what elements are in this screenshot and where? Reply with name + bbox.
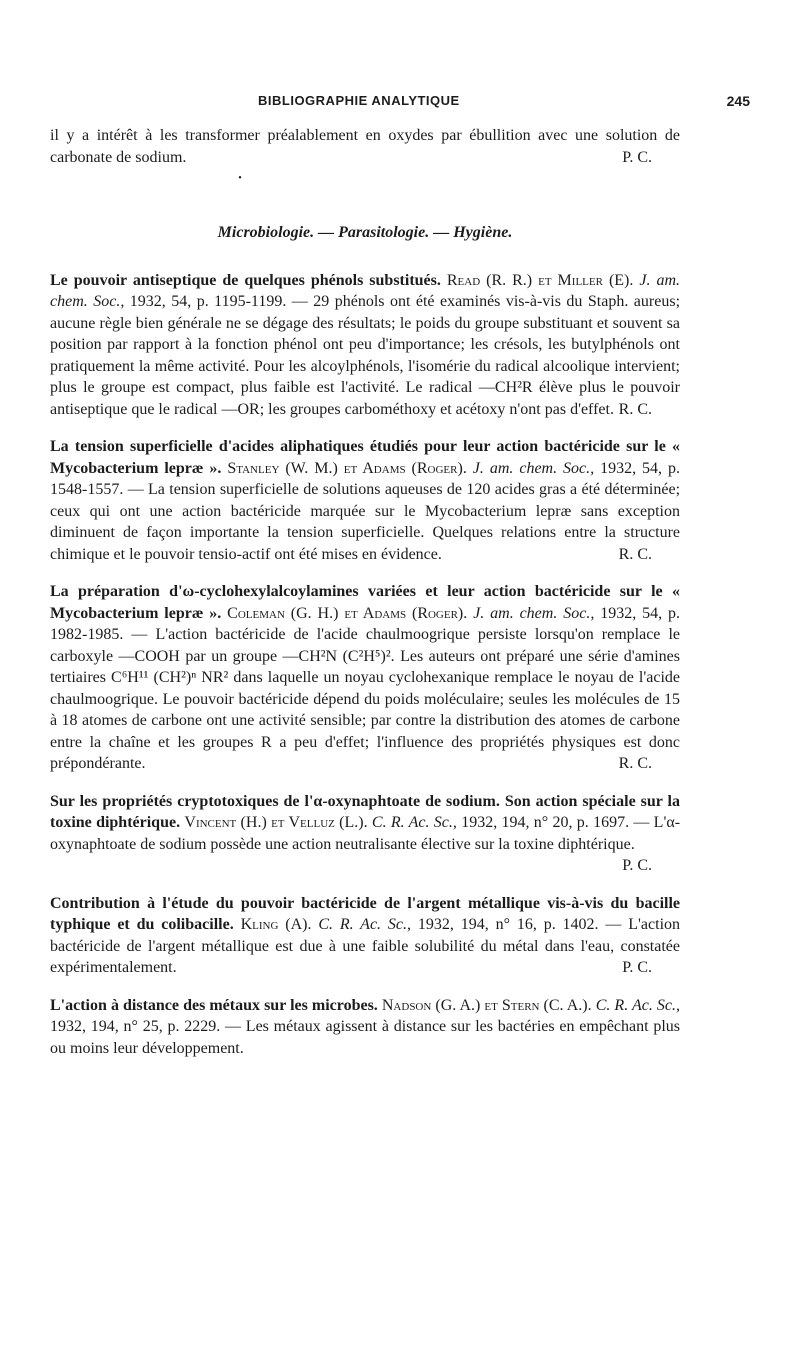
abstract-authors: Vincent (H.) et Velluz (L.). [184,814,368,831]
abstract-entry [50,436,680,565]
abstract-title: Le pouvoir antiseptique de quelques phénols substitués. [50,271,441,289]
abstract-body: — La tension superficielle de solutions aqueuses de 120 acides gras a été déterminée; ceux qui ont une action bactéricide marquée sur le Mycobacterium lepræ sans exception diminuent de façon importante la tension superficielle. Quelques relations entre la structure chimique et le pouvoir tensio-actif ont été mises en évidence. [50,481,681,563]
abstract-paragraph [50,995,680,1060]
abstract-paragraph [50,893,680,979]
abstract-authors: Read (R. R.) et Miller (E). [446,271,634,289]
abstract-journal: C. R. Ac. Sc., [318,916,412,933]
abstract-authors: Stanley (W. M.) et Adams (Roger). [227,459,467,477]
abstract-title: Sur les propriétés cryptotoxiques de l'α-oxynaphtoate de sodium. Son action spéciale sur la toxine diphtérique. [50,792,680,831]
page-number: 245 [726,93,750,109]
abstract-authors: Coleman (G. H.) et Adams (Roger). [227,604,468,622]
abstract-paragraph [50,581,680,775]
abstract-paragraph [50,436,680,565]
intro-paragraph [50,125,680,168]
abstract-journal: J. am. chem. Soc., [472,459,595,477]
abstract-body: — 29 phénols ont été examinés vis-à-vis du Staph. aureus; aucune règle bien générale ne se dégage des résultats; le poids du groupe substituant et souvent sa position par rapport à la fonction phénol ont peu d'importance; les crésols, les butylphénols ont pratiquement la même activité. Pour les alcoylphénols, l'isomérie du radical alcoolique intervient; plus le groupe est compact, plus faible est l'activité. Le radical —CH²R élève plus le pouvoir antiseptique que le radical —OR; les groupes carbométhoxy et acétoxy n'ont pas d'effet. [50,293,681,418]
running-title: BIBLIOGRAPHIE ANALYTIQUE [258,93,460,108]
page-body [50,125,680,1075]
abstract-signature: P. C. [622,959,652,976]
abstract-paragraph [50,270,680,421]
abstract-citation: 1932, 54, p. 1548-1557. [50,459,681,498]
abstract-body: — L'action bactéricide de l'acide chaulmoogrique persiste lorsqu'on remplace le carboxyle —COOH par un groupe —CH²N (C²H⁵)². Les auteurs ont préparé une série d'amines tertiaires C⁶H¹¹ (CH²)ⁿ NR² dans laquelle un noyau cyclohexanique remplace le noyau de l'acide chaulmoogrique. Le pouvoir bactéricide dépend du poids moléculaire; seules les molécules de 15 à 18 atomes de carbone ont une activité sensible; par contre la distribution des atomes de carbone entre la chaîne et les groupes R a peu d'effet; l'influence des propriétés physiques est donc prépondérante. [50,626,681,772]
separator-dot: • [238,173,242,184]
abstract-body: — L'α-oxynaphtoate de sodium possède une action neutralisante élective sur la toxine diphtérique. [50,814,681,853]
abstract-citation: 1932, 54, p. 1195-1199. [129,293,287,310]
abstract-title: La tension superficielle d'acides aliphatiques étudiés pour leur action bactéricide sur le « Mycobacterium lepræ ». [50,438,680,477]
abstract-signature: P. C. [622,857,652,874]
abstract-citation: 1932, 194, n° 16, p. 1402. [417,916,599,933]
page-header [50,93,750,115]
abstract-signature: R. C. [618,400,652,418]
abstract-body: — L'action bactéricide de l'argent métallique est due à une faible solubilité du métal dans l'eau, constatée expérimentalement. [50,916,681,976]
abstract-journal: J. am. chem. Soc., [50,271,681,310]
abstract-signature: R. C. [618,755,652,772]
abstract-entry [50,995,680,1060]
abstract-signature: R. C. [618,545,652,563]
abstract-body: — Les métaux agissent à distance sur les bactéries en empêchant plus ou moins leur développement. [50,1018,681,1057]
abstract-authors: Kling (A). [240,916,312,933]
abstract-journal: C. R. Ac. Sc., [371,814,457,831]
abstract-citation: 1932, 194, n° 20, p. 1697. [461,814,630,831]
abstract-entry [50,270,680,421]
abstract-title: La préparation d'ω-cyclohexylalcoylamines variées et leur action bactéricide sur le « Mycobacterium lepræ ». [50,583,680,622]
abstract-journal: C. R. Ac. Sc., [595,996,680,1014]
abstract-list [50,270,680,1060]
abstract-journal: J. am. chem. Soc., [473,604,595,622]
abstract-citation: 1932, 54, p. 1982-1985. [50,604,681,643]
intro-text: il y a intérêt à les transformer préalablement en oxydes par ébullition avec une solution de carbonate de sodium. [50,127,680,166]
abstract-entry [50,893,680,979]
abstract-authors: Nadson (G. A.) et Stern (C. A.). [381,996,592,1014]
abstract-paragraph [50,791,681,874]
abstract-title: Contribution à l'étude du pouvoir bactéricide de l'argent métallique vis-à-vis du bacille typhique et du colibacille. [50,894,680,933]
abstract-entry [50,791,680,877]
abstract-citation: 1932, 194, n° 25, p. 2229. [50,1018,221,1035]
intro-signature: P. C. [622,148,652,166]
section-title: Microbiologie. — Parasitologie. — Hygiène. [217,224,513,241]
abstract-entry [50,581,680,775]
abstract-title: L'action à distance des métaux sur les microbes. [50,996,378,1014]
